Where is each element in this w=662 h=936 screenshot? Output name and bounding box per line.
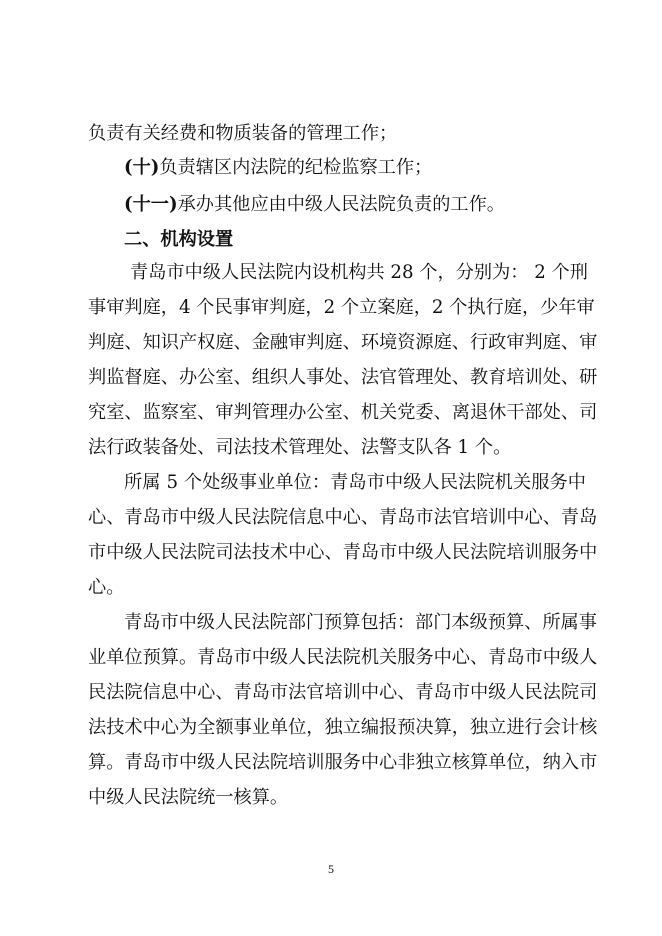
section-heading: 二、机构设置 bbox=[124, 229, 234, 250]
page-number: 5 bbox=[328, 862, 334, 876]
text-line: 判庭、知识产权庭、金融审判庭、环境资源庭、行政审判庭、审 bbox=[88, 332, 598, 353]
text-line: 负责有关经费和物质装备的管理工作； bbox=[88, 123, 398, 144]
text-line: 青岛市中级人民法院内设机构共 28 个，分别为： 2 个刑 bbox=[130, 262, 588, 283]
list-item-11 bbox=[124, 190, 586, 220]
text-line: 业单位预算。青岛市中级人民法院机关服务中心、青岛市中级人 bbox=[88, 647, 598, 668]
list-item-10 bbox=[124, 153, 586, 183]
item-text: 承办其他应由中级人民法院负责的工作。 bbox=[177, 194, 505, 215]
text-line: 市中级人民法院司法技术中心、青岛市中级人民法院培训服务中 bbox=[88, 542, 598, 563]
text-line: 所属 5 个处级事业单位：青岛市中级人民法院机关服务中 bbox=[124, 472, 586, 493]
item-text: 负责辖区内法院的纪检监察工作； bbox=[159, 157, 433, 178]
text-line: 判监督庭、办公室、组织人事处、法官管理处、教育培训处、研 bbox=[88, 367, 598, 388]
text-line: 事审判庭，4 个民事审判庭，2 个立案庭，2 个执行庭，少年审 bbox=[88, 297, 595, 318]
text-line: 心、青岛市中级人民法院信息中心、青岛市法官培训中心、青岛 bbox=[88, 507, 598, 528]
text-line: 青岛市中级人民法院部门预算包括：部门本级预算、所属事 bbox=[124, 612, 597, 633]
text-line: 究室、监察室、审判管理办公室、机关党委、离退休干部处、司 bbox=[88, 402, 598, 423]
item-number: (十) bbox=[124, 157, 160, 178]
text-line: 中级人民法院统一核算。 bbox=[88, 787, 289, 808]
text-line: 法技术中心为全额事业单位，独立编报预决算，独立进行会计核 bbox=[88, 717, 598, 738]
text-line: 心。 bbox=[88, 577, 125, 598]
text-line: 法行政装备处、司法技术管理处、法警支队各 1 个。 bbox=[88, 437, 512, 458]
item-number: (十一) bbox=[124, 194, 178, 215]
text-line: 民法院信息中心、青岛市法官培训中心、青岛市中级人民法院司 bbox=[88, 682, 598, 703]
text-line: 算。青岛市中级人民法院培训服务中心非独立核算单位，纳入市 bbox=[88, 752, 598, 773]
